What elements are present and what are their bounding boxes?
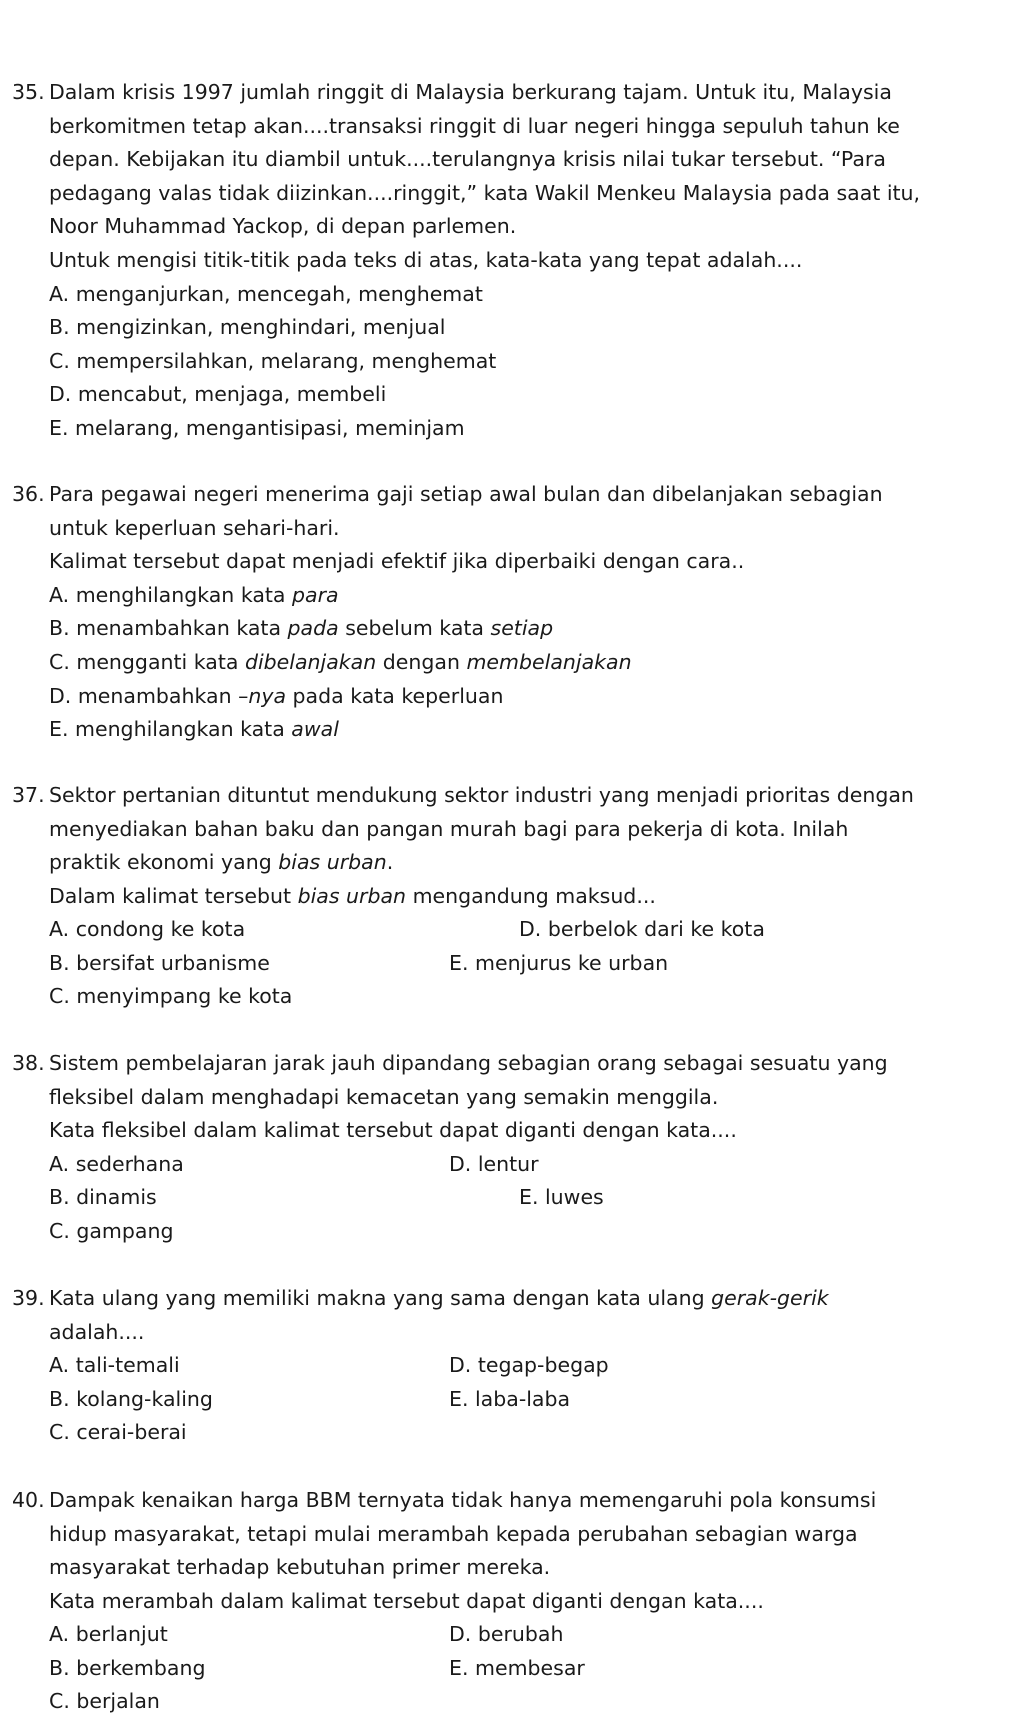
option-c[interactable]: C. cerai-berai [49,1420,187,1444]
question-text-part: praktik ekonomi yang [49,850,279,875]
option-c[interactable]: C. berjalan [49,1689,160,1713]
question-line: berkomitmen tetap akan....transaksi ringgit di luar negeri hingga sepuluh tahun ke [49,113,900,138]
option-a[interactable] [49,579,981,613]
question-number: 38. [12,1051,45,1075]
question-line: Kata merambah dalam kalimat tersebut dapat diganti dengan kata.... [49,1588,764,1613]
question-number: 40. [12,1488,45,1512]
option-d[interactable] [49,680,981,714]
option-italic-word: setiap [490,616,554,641]
question-line: pedagang valas tidak diizinkan....ringgit,” kata Wakil Menkeu Malaysia pada saat itu, [49,180,921,205]
question-line: hidup masyarakat, tetapi mulai merambah kepada perubahan sebagian warga [49,1521,858,1546]
option-text: E. menghilangkan kata [49,717,292,742]
option-italic-word: membelanjakan [466,649,632,674]
question-line: masyarakat terhadap kebutuhan primer mereka. [49,1555,551,1580]
question-text [49,779,981,913]
question-number: 35. [12,80,45,104]
option-c[interactable] [49,646,981,680]
question-text [49,1047,981,1148]
question-line: Kalimat tersebut dapat menjadi efektif jika diperbaiki dengan cara.. [49,549,745,574]
option-c[interactable]: C. mempersilahkan, melarang, menghemat [49,348,497,373]
option-c[interactable]: C. menyimpang ke kota [49,984,293,1008]
question-line: Sistem pembelajaran jarak jauh dipandang sebagian orang sebagai sesuatu yang [49,1051,888,1075]
question-text [49,1282,981,1349]
option-e[interactable]: E. menjurus ke urban [449,951,669,975]
question-line: Untuk mengisi titik-titik pada teks di atas, kata-kata yang tepat adalah.... [49,247,803,272]
option-b[interactable]: B. bersifat urbanisme [49,951,270,975]
option-b[interactable]: B. kolang-kaling [49,1387,213,1411]
question-text [49,1484,981,1618]
option-e[interactable]: E. laba-laba [449,1387,571,1411]
option-italic-word: para [292,582,339,607]
option-text: pada kata keperluan [286,683,504,708]
option-italic-word: dibelanjakan [244,649,377,674]
question-line [49,846,981,880]
question-line: Kata fleksibel dalam kalimat tersebut dapat diganti dengan kata.... [49,1118,737,1143]
option-a[interactable]: A. condong ke kota [49,917,246,941]
question-text-part: Dalam kalimat tersebut [49,883,298,908]
option-c[interactable]: C. gampang [49,1219,174,1243]
question-line: depan. Kebijakan itu diambil untuk....terulangnya krisis nilai tukar tersebut. “Para [49,147,886,172]
option-text: A. menghilangkan kata [49,582,293,607]
question-number: 39. [12,1286,45,1310]
option-d[interactable]: D. tegap-begap [449,1353,609,1377]
option-e[interactable]: E. luwes [519,1185,604,1209]
option-d[interactable]: D. berbelok dari ke kota [519,917,765,941]
question-italic-word: gerak-gerik [711,1286,829,1310]
option-italic-word: pada [287,616,339,641]
option-text: C. mengganti kata [49,649,245,674]
option-text: B. menambahkan kata [49,616,288,641]
option-e[interactable]: E. membesar [449,1656,585,1680]
question-line: Sektor pertanian dituntut mendukung sektor industri yang menjadi prioritas dengan [49,783,914,807]
question-text [49,76,981,446]
question-text-part: mengandung maksud... [406,883,656,908]
option-text: D. menambahkan – [49,683,249,708]
question-line: Dampak kenaikan harga BBM ternyata tidak hanya memengaruhi pola konsumsi [49,1488,877,1512]
question-line: adalah.... [49,1319,145,1344]
question-text-part: . [386,850,394,875]
question-line: Para pegawai negeri menerima gaji setiap awal bulan dan dibelanjakan sebagian [49,482,883,506]
question-text [49,478,981,747]
option-a[interactable]: A. sederhana [49,1152,184,1176]
option-text: dengan [376,649,467,674]
question-number: 36. [12,482,45,506]
question-line: fleksibel dalam menghadapi kemacetan yang semakin menggila. [49,1084,719,1109]
question-line: Noor Muhammad Yackop, di depan parlemen. [49,214,517,239]
option-e[interactable]: E. melarang, mengantisipasi, meminjam [49,415,465,440]
option-italic-word: awal [291,717,339,742]
question-italic-word: bias urban [297,883,407,908]
option-e[interactable] [49,713,981,747]
question-line [49,880,981,914]
option-text: sebelum kata [338,616,491,641]
question-line: untuk keperluan sehari-hari. [49,515,340,540]
option-a[interactable]: A. tali-temali [49,1353,180,1377]
option-b[interactable]: B. dinamis [49,1185,157,1209]
question-line [49,1282,981,1316]
question-line: menyediakan bahan baku dan pangan murah bagi para pekerja di kota. Inilah [49,816,849,841]
question-number: 37. [12,783,45,807]
option-italic-word: nya [248,683,287,708]
option-b[interactable]: B. berkembang [49,1656,206,1680]
option-d[interactable]: D. mencabut, menjaga, membeli [49,382,387,407]
question-text-part: Kata ulang yang memiliki makna yang sama dengan kata ulang [49,1286,712,1310]
option-d[interactable]: D. berubah [449,1622,564,1646]
option-b[interactable]: B. mengizinkan, menghindari, menjual [49,315,446,340]
option-a[interactable]: A. menganjurkan, mencegah, menghemat [49,281,483,306]
option-b[interactable] [49,612,981,646]
question-italic-word: bias urban [278,850,387,875]
option-d[interactable]: D. lentur [449,1152,539,1176]
option-a[interactable]: A. berlanjut [49,1622,168,1646]
question-line: Dalam krisis 1997 jumlah ringgit di Malaysia berkurang tajam. Untuk itu, Malaysia [49,80,892,104]
